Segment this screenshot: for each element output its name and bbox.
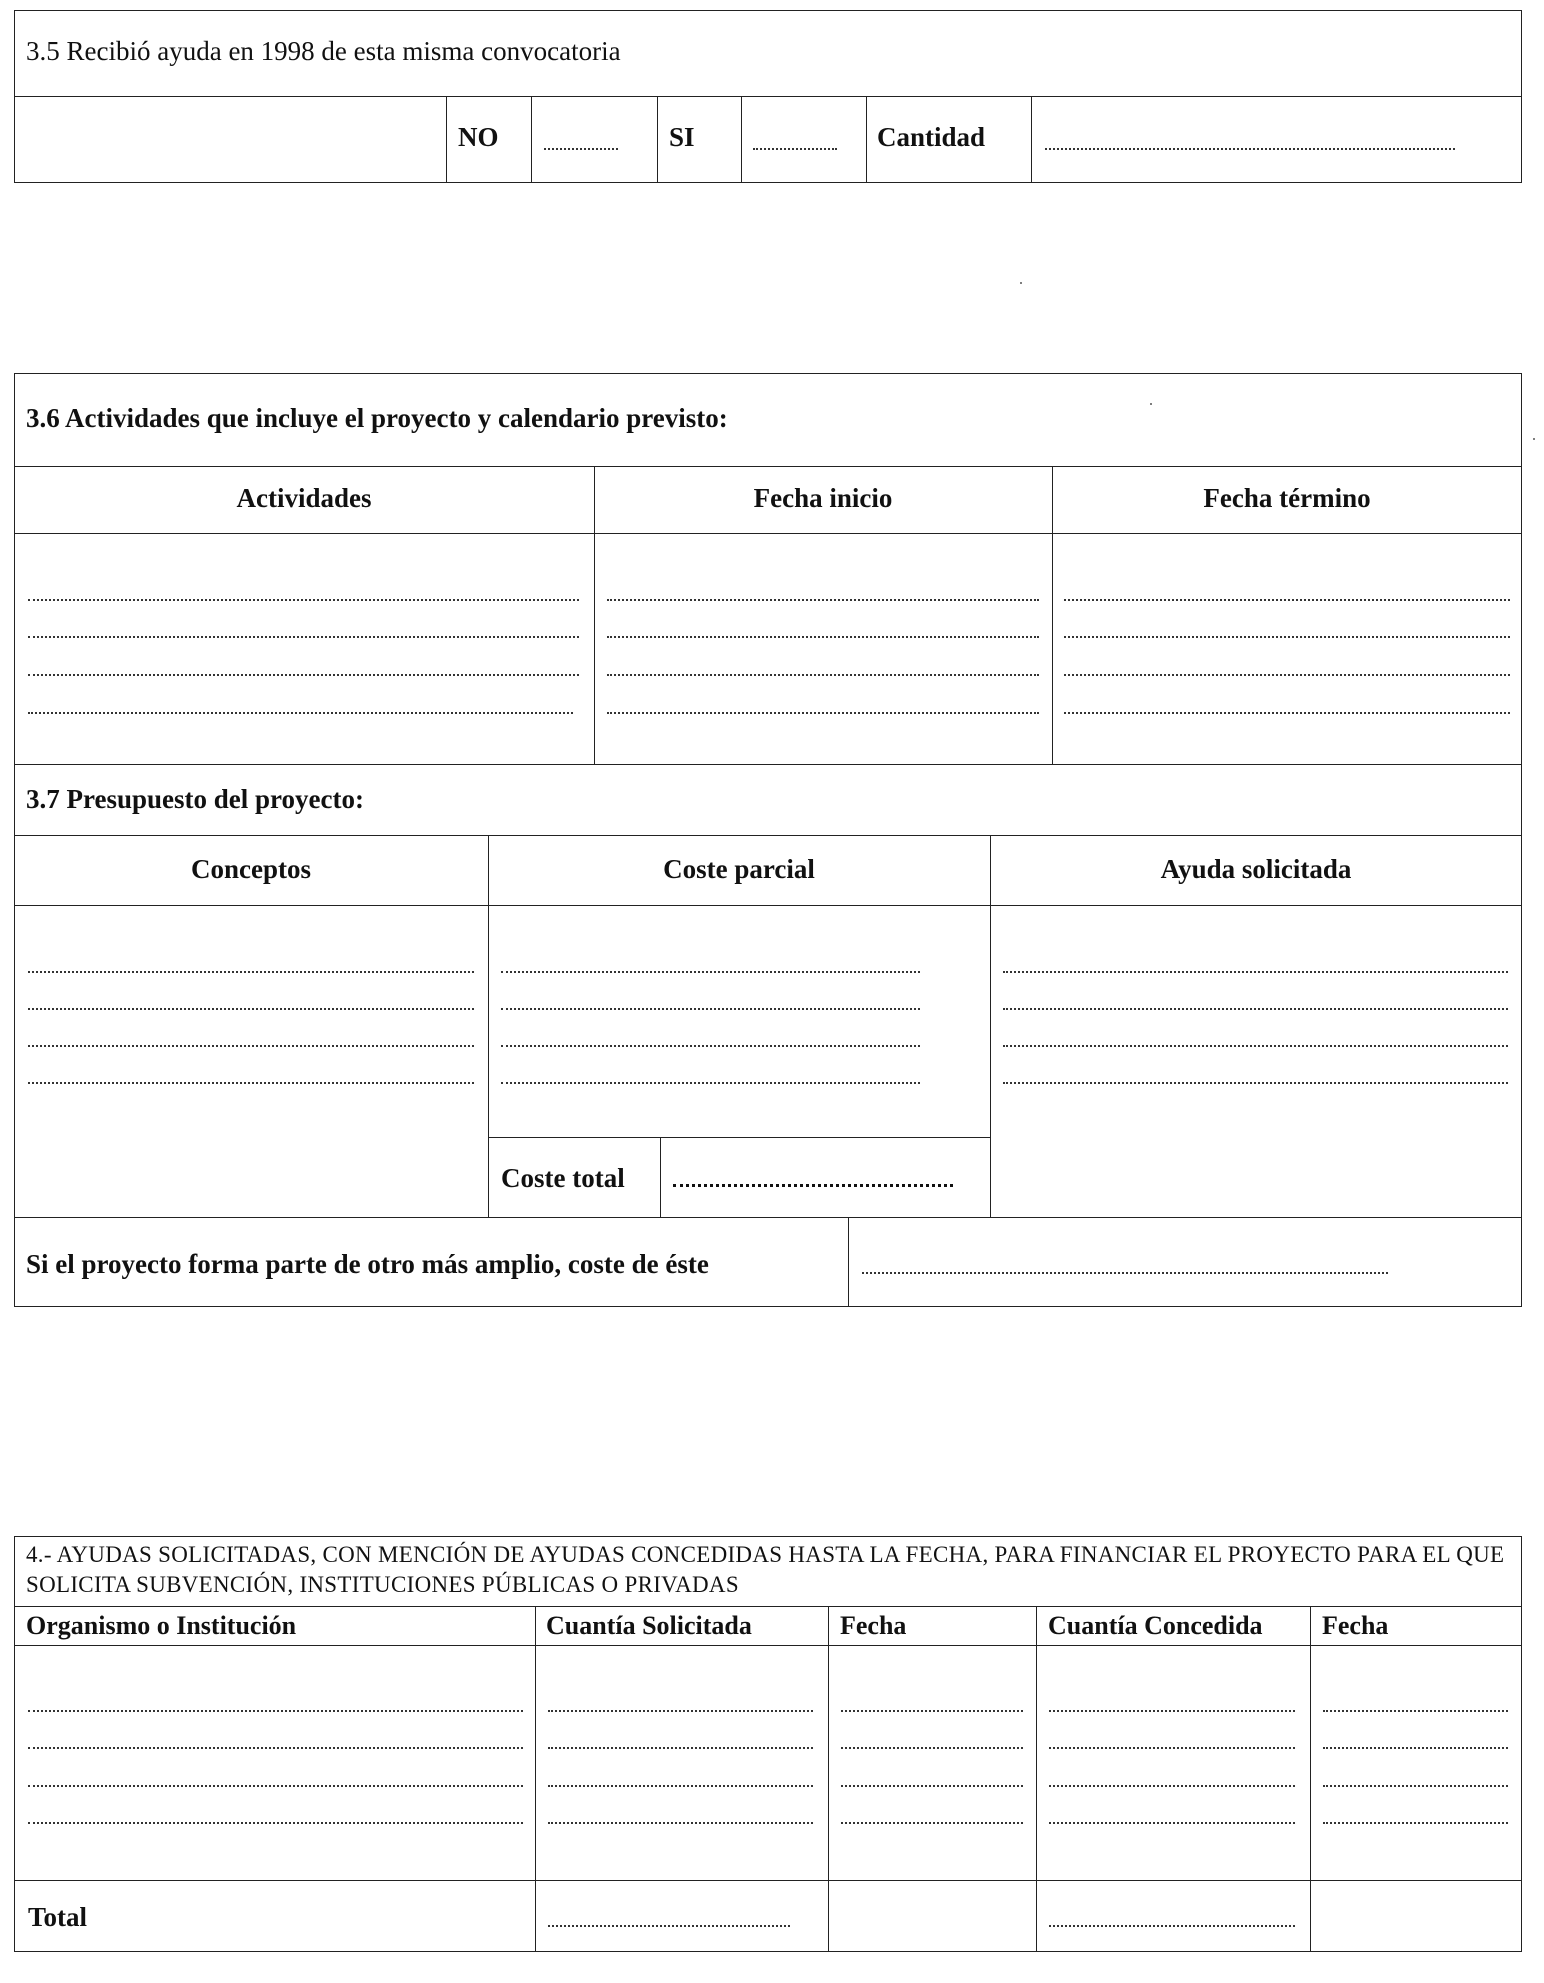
col-cuantia-solicitada: Cuantía Solicitada (546, 1611, 752, 1640)
amplio-field[interactable] (862, 1272, 1388, 1274)
col-cuantia-concedida: Cuantía Concedida (1048, 1611, 1263, 1640)
coste-parcial-line[interactable] (501, 1008, 920, 1010)
coste-parcial-line[interactable] (501, 1045, 920, 1047)
conceptos-line[interactable] (28, 971, 474, 973)
actividades-line[interactable] (28, 599, 579, 601)
divider (1036, 1606, 1037, 1952)
cuantia-concedida-line[interactable] (1049, 1747, 1295, 1749)
fecha-solicitada-line[interactable] (841, 1747, 1023, 1749)
actividades-line[interactable] (28, 712, 573, 714)
divider (14, 1217, 1522, 1218)
divider (531, 96, 532, 183)
cantidad-label: Cantidad (877, 122, 986, 152)
fecha-termino-line[interactable] (1064, 599, 1510, 601)
section-3-5-title: 3.5 Recibió ayuda en 1998 de esta misma convocatoria (26, 36, 621, 66)
actividades-line[interactable] (28, 636, 579, 638)
scan-speck (1020, 282, 1022, 284)
divider (535, 1606, 536, 1952)
col-conceptos: Conceptos (191, 854, 311, 884)
divider (14, 835, 1522, 836)
organismo-line[interactable] (28, 1710, 523, 1712)
divider (488, 1137, 990, 1138)
divider (990, 835, 991, 1217)
divider (14, 1880, 1522, 1881)
divider (14, 466, 1522, 467)
divider (741, 96, 742, 183)
fecha-termino-line[interactable] (1064, 674, 1510, 676)
col-fecha-termino: Fecha término (1203, 483, 1371, 513)
fecha-solicitada-line[interactable] (841, 1710, 1023, 1712)
cantidad-field[interactable] (1045, 148, 1455, 150)
fecha-inicio-line[interactable] (607, 674, 1039, 676)
total-concedida-field[interactable] (1049, 1925, 1295, 1927)
cuantia-solicitada-line[interactable] (548, 1710, 813, 1712)
ayuda-solicitada-line[interactable] (1003, 1082, 1508, 1084)
divider (866, 96, 867, 183)
si-label: SI (669, 122, 695, 152)
divider (1310, 1606, 1311, 1952)
divider (1031, 96, 1032, 183)
fecha-inicio-line[interactable] (607, 636, 1039, 638)
section-3-6-frame (14, 373, 1522, 1307)
cuantia-concedida-line[interactable] (1049, 1785, 1295, 1787)
organismo-line[interactable] (28, 1822, 523, 1824)
conceptos-line[interactable] (28, 1008, 474, 1010)
coste-total-field[interactable] (673, 1184, 953, 1187)
col-actividades: Actividades (236, 483, 372, 513)
coste-total-label: Coste total (501, 1163, 625, 1193)
fecha-termino-line[interactable] (1064, 636, 1510, 638)
amplio-label: Si el proyecto forma parte de otro más amplio, coste de éste (26, 1249, 709, 1279)
divider (488, 835, 489, 1217)
cuantia-solicitada-line[interactable] (548, 1747, 813, 1749)
divider (14, 905, 1522, 906)
fecha-concedida-line[interactable] (1323, 1710, 1508, 1712)
divider (14, 764, 1522, 765)
divider (14, 1645, 1522, 1646)
conceptos-line[interactable] (28, 1082, 474, 1084)
cuantia-solicitada-line[interactable] (548, 1822, 813, 1824)
cuantia-concedida-line[interactable] (1049, 1710, 1295, 1712)
actividades-line[interactable] (28, 674, 579, 676)
divider (446, 96, 447, 183)
divider (14, 533, 1522, 534)
coste-parcial-line[interactable] (501, 1082, 920, 1084)
scan-speck (1533, 438, 1535, 440)
total-solicitada-field[interactable] (548, 1925, 790, 1927)
ayuda-solicitada-line[interactable] (1003, 971, 1508, 973)
section-3-6-title: 3.6 Actividades que incluye el proyecto y calendario previsto: (26, 403, 728, 433)
no-label: NO (458, 122, 499, 152)
col-fecha-inicio: Fecha inicio (753, 483, 893, 513)
no-field[interactable] (544, 148, 618, 150)
divider (14, 1606, 1522, 1607)
cuantia-solicitada-line[interactable] (548, 1785, 813, 1787)
divider (14, 96, 1522, 97)
organismo-line[interactable] (28, 1785, 523, 1787)
fecha-concedida-line[interactable] (1323, 1785, 1508, 1787)
divider (660, 1137, 661, 1217)
conceptos-line[interactable] (28, 1045, 474, 1047)
fecha-concedida-line[interactable] (1323, 1822, 1508, 1824)
col-ayuda-solicitada: Ayuda solicitada (1160, 854, 1352, 884)
cuantia-concedida-line[interactable] (1049, 1822, 1295, 1824)
total-label: Total (28, 1902, 88, 1932)
divider (657, 96, 658, 183)
fecha-termino-line[interactable] (1064, 712, 1510, 714)
col-coste-parcial: Coste parcial (663, 854, 815, 884)
fecha-solicitada-line[interactable] (841, 1822, 1023, 1824)
section-4-title: 4.- AYUDAS SOLICITADAS, CON MENCIÓN DE AYUDAS CONCEDIDAS HASTA LA FECHA, PARA FINANCIAR EL PROYECTO PARA EL QUE SOLICITA SUBVENCIÓN, INSTITUCIONES PÚBLICAS O PRIVADAS (26, 1542, 1505, 1597)
divider (848, 1217, 849, 1307)
fecha-inicio-line[interactable] (607, 599, 1039, 601)
ayuda-solicitada-line[interactable] (1003, 1045, 1508, 1047)
coste-parcial-line[interactable] (501, 971, 920, 973)
section-3-7-title: 3.7 Presupuesto del proyecto: (26, 784, 364, 814)
col-fecha-concedida: Fecha (1322, 1611, 1389, 1640)
col-organismo: Organismo o Institución (26, 1611, 297, 1640)
si-field[interactable] (753, 148, 837, 150)
fecha-concedida-line[interactable] (1323, 1747, 1508, 1749)
fecha-solicitada-line[interactable] (841, 1785, 1023, 1787)
organismo-line[interactable] (28, 1747, 523, 1749)
ayuda-solicitada-line[interactable] (1003, 1008, 1508, 1010)
divider (828, 1606, 829, 1952)
col-fecha-solicitada: Fecha (840, 1611, 907, 1640)
fecha-inicio-line[interactable] (607, 712, 1039, 714)
